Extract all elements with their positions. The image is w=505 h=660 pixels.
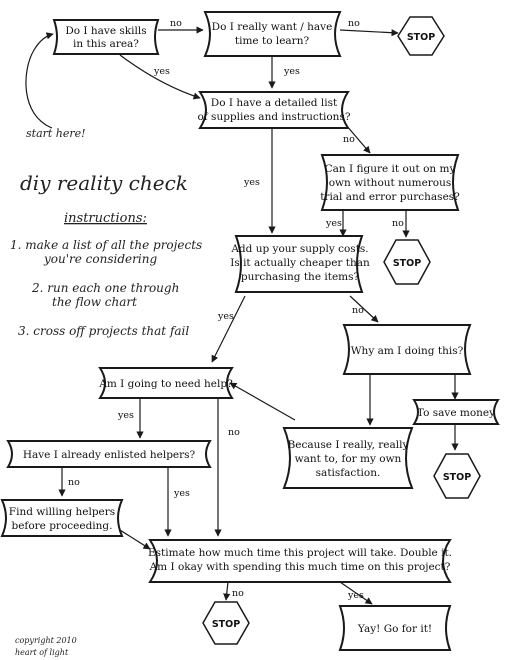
node-figure-line1: Can I figure it out on my [324, 163, 456, 175]
instruction-step-2-line2: the flow chart [52, 295, 137, 309]
node-because-line3: satisfaction. [315, 467, 381, 479]
node-because-line1: Because I really, really [287, 439, 409, 451]
instruction-step-2-line1: 2. run each one through [32, 281, 180, 295]
node-figure [320, 155, 460, 210]
node-skills-line1: Do I have skills [65, 25, 147, 37]
edge-label-cost-no: no [352, 305, 364, 316]
stop-label-4: STOP [211, 619, 241, 630]
node-skills-line2: in this area? [73, 38, 139, 50]
node-want [205, 12, 340, 56]
node-save [414, 400, 498, 424]
edge-label-estimate-yes: yes [348, 590, 364, 601]
edge-label-list-yes: yes [244, 177, 260, 188]
edge-label-want-yes: yes [284, 66, 300, 77]
stop-label-3: STOP [442, 472, 472, 483]
start-here-label: start here! [26, 127, 86, 140]
node-help [98, 368, 233, 398]
edge-label-help-yes: yes [118, 410, 134, 421]
node-enlisted-line1: Have I already enlisted helpers? [22, 449, 196, 461]
instruction-step-3: 3. cross off projects that fail [18, 324, 190, 338]
edge-label-help-no: no [228, 427, 240, 438]
node-estimate-line1: Estimate how much time this project will take. Double it. [147, 547, 453, 559]
stop-label-1: STOP [406, 32, 436, 43]
node-list [198, 92, 351, 128]
node-list-line1: Do I have a detailed list [210, 97, 338, 109]
edge-label-cost-yes: yes [218, 311, 234, 322]
node-list-line2: of supplies and instructions? [197, 111, 351, 123]
edge-label-estimate-no: no [232, 588, 244, 599]
node-estimate [148, 540, 452, 582]
node-because [284, 428, 412, 488]
copyright-line1: copyright 2010 [15, 636, 77, 645]
edge-label-enlisted-no: no [68, 477, 80, 488]
node-figure-line3: trial and error purchases? [320, 191, 460, 203]
diagram-title: diy reality check [20, 171, 188, 195]
stop-hexagon-4 [203, 602, 249, 644]
edge-label-skills-no: no [170, 18, 182, 29]
node-save-line1: To save money [416, 407, 496, 419]
start-here-arrow [26, 34, 53, 128]
stop-hexagon-3 [434, 454, 480, 498]
node-find-line1: Find willing helpers [8, 506, 116, 518]
edge-label-list-no: no [343, 134, 355, 145]
edge-label-figure-yes: yes [326, 218, 342, 229]
node-because-line2: want to, for my own [294, 453, 402, 465]
node-cost-line3: purchasing the items? [240, 271, 360, 283]
node-want-line2: time to learn? [234, 35, 310, 47]
node-estimate-line2: Am I okay with spending this much time on this project? [149, 561, 451, 573]
node-want-line1: Do I really want / have [211, 21, 333, 33]
node-skills [54, 20, 158, 54]
edge-label-skills-yes: yes [154, 66, 170, 77]
edge-label-figure-no: no [392, 218, 404, 229]
node-yay-line1: Yay! Go for it! [357, 623, 433, 635]
node-why [344, 325, 470, 374]
node-help-line1: Am I going to need help? [99, 378, 233, 390]
stop-label-2: STOP [392, 258, 422, 269]
node-enlisted [8, 441, 210, 467]
node-cost-line2: Is it actually cheaper than [230, 257, 370, 269]
edge-label-want-no: no [348, 18, 360, 29]
stop-hexagon-2 [384, 240, 430, 284]
copyright-line2: heart of light [15, 648, 69, 657]
node-cost-line1: Add up your supply costs. [231, 243, 369, 255]
node-why-line1: Why am I doing this? [350, 345, 464, 357]
instruction-step-1-line1: 1. make a list of all the projects [10, 238, 203, 252]
node-yay [340, 606, 450, 650]
instruction-step-1-line2: you're considering [44, 252, 158, 266]
instructions-heading: instructions: [64, 211, 147, 226]
node-figure-line2: own without numerous [328, 177, 452, 189]
node-find [2, 500, 122, 536]
stop-hexagon-1 [398, 17, 444, 55]
node-find-line2: before proceeding. [11, 520, 113, 532]
node-cost [230, 236, 370, 292]
edge-label-enlisted-yes: yes [174, 488, 190, 499]
